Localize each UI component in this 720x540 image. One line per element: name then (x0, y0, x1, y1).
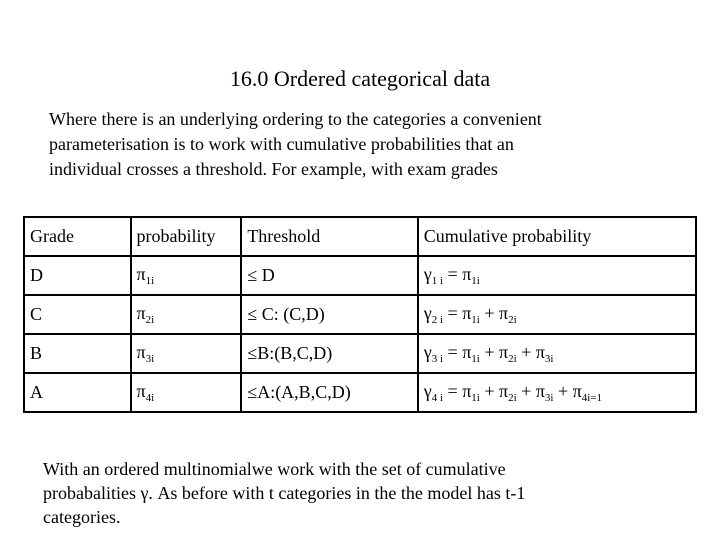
intro-line: parameterisation is to work with cumulative probabilities that an (49, 134, 514, 154)
math-symbol: π (462, 381, 472, 401)
table-row (24, 295, 696, 334)
grades-table (23, 216, 697, 413)
conclusion-line: With an ordered multinomialwe work with the set of cumulative (43, 459, 506, 479)
math-symbol: π (572, 381, 582, 401)
math-symbol: π (499, 303, 509, 323)
cumulative-cell (418, 373, 696, 412)
math-symbol: π (136, 303, 146, 323)
grade-cell: D (24, 256, 131, 295)
math-subscript: 4 i (431, 392, 444, 404)
math-symbol: π (462, 264, 472, 284)
math-subscript: 1i (471, 275, 480, 287)
table-row (24, 373, 696, 412)
table-header-row (24, 217, 696, 256)
header-probability: probability (131, 217, 242, 256)
conclusion-line: probabalities γ. As before with t categories in the the model has t-1 (43, 483, 526, 503)
threshold-cell: ≤ C: (C,D) (241, 295, 417, 334)
math-symbol: π (499, 381, 509, 401)
probability-cell (131, 256, 242, 295)
math-operator: = (443, 303, 463, 323)
slide-title: 16.0 Ordered categorical data (229, 66, 491, 91)
math-subscript: 2i (508, 353, 517, 365)
math-symbol: π (462, 303, 472, 323)
math-operator: + (479, 303, 499, 323)
math-symbol: π (136, 381, 146, 401)
math-symbol: γ (423, 303, 432, 323)
math-subscript: 1 i (431, 275, 444, 287)
table-row (24, 256, 696, 295)
math-subscript: 1i (471, 314, 480, 326)
threshold-cell: ≤ D (241, 256, 417, 295)
math-symbol: π (499, 342, 509, 362)
math-symbol: π (535, 342, 545, 362)
math-operator: + (516, 381, 536, 401)
math-symbol: π (535, 381, 545, 401)
math-operator: = (443, 264, 463, 284)
math-subscript: 2i (508, 314, 517, 326)
probability-cell (131, 334, 242, 373)
grade-cell: C (24, 295, 131, 334)
math-subscript: 4i (145, 392, 155, 404)
intro-line: individual crosses a threshold. For example, with exam grades (49, 159, 498, 179)
math-operator: = (443, 381, 463, 401)
math-symbol: π (462, 342, 472, 362)
conclusion-line: categories. (43, 507, 121, 527)
math-subscript: 1i (471, 392, 480, 404)
math-subscript: 2i (145, 314, 155, 326)
math-subscript: 3i (145, 353, 155, 365)
math-symbol: π (136, 342, 146, 362)
grade-cell: B (24, 334, 131, 373)
math-subscript: 3i (544, 353, 554, 365)
threshold-cell: ≤A:(A,B,C,D) (241, 373, 417, 412)
cumulative-cell (418, 334, 696, 373)
cumulative-cell (418, 295, 696, 334)
math-symbol: γ (423, 342, 432, 362)
math-subscript: 4i=1 (581, 392, 602, 404)
math-subscript: 1i (471, 353, 480, 365)
conclusion-paragraph (43, 457, 703, 529)
math-symbol: π (136, 264, 146, 284)
table-row (24, 334, 696, 373)
math-symbol: γ (423, 264, 432, 284)
math-operator: = (443, 342, 463, 362)
header-threshold: Threshold (241, 217, 417, 256)
math-operator: + (516, 342, 536, 362)
math-operator: + (479, 342, 499, 362)
header-cumulative-probability: Cumulative probability (418, 217, 696, 256)
intro-line: Where there is an underlying ordering to the categories a convenient (49, 109, 542, 129)
math-subscript: 3i (544, 392, 554, 404)
threshold-cell: ≤B:(B,C,D) (241, 334, 417, 373)
grade-cell: A (24, 373, 131, 412)
header-grade: Grade (24, 217, 131, 256)
probability-cell (131, 373, 242, 412)
math-subscript: 2i (508, 392, 517, 404)
probability-cell (131, 295, 242, 334)
math-subscript: 1i (145, 275, 155, 287)
math-symbol: γ (423, 381, 432, 401)
math-operator: + (553, 381, 573, 401)
math-operator: + (479, 381, 499, 401)
cumulative-cell (418, 256, 696, 295)
intro-paragraph (49, 107, 689, 182)
math-subscript: 3 i (431, 353, 444, 365)
math-subscript: 2 i (431, 314, 444, 326)
